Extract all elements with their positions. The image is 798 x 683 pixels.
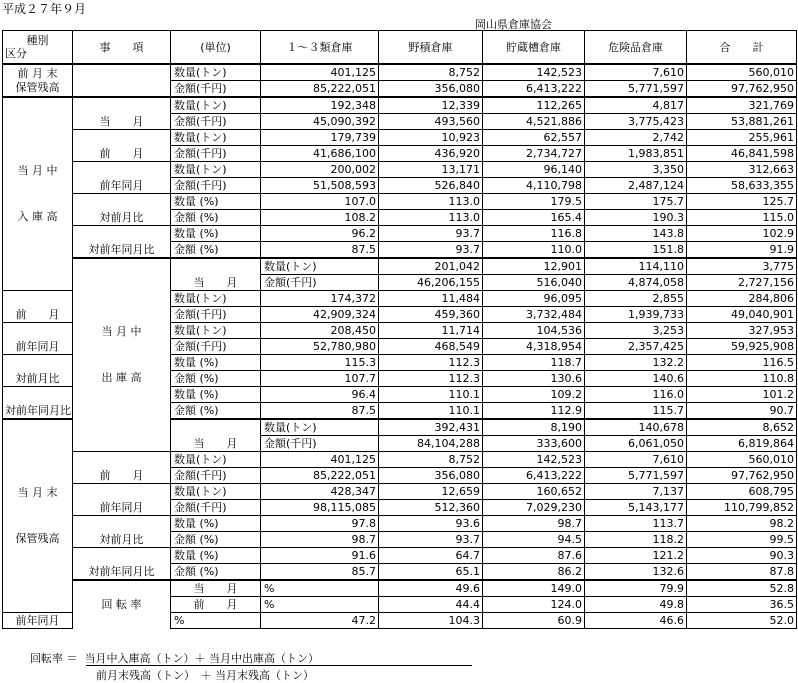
table-row: 金額(千円) 52,780,980 468,549 4,318,954 2,357,425 59,925,908 bbox=[3, 339, 797, 355]
table-row: 金額(千円) 85,222,051 356,080 6,413,222 5,771,597 97,762,950 bbox=[3, 81, 797, 98]
table-row: 金額(千円) 42,909,324 459,360 3,732,484 1,939,733 49,040,901 bbox=[3, 307, 797, 323]
table-row: 前 月 数量(トン) 179,739 10,923 62,557 2,742 255,961 bbox=[3, 130, 797, 146]
table-row: 金額 (%) 108.2 113.0 165.4 190.3 115.0 bbox=[3, 210, 797, 226]
table-row: 金額 (%) 87.5 110.1 112.9 115.7 90.7 bbox=[3, 403, 797, 420]
formula-denominator: 前月末残高（トン） ＋ 当月末残高（トン） bbox=[96, 669, 314, 682]
table-row: 前年同月 数量(トン) 200,002 13,171 96,140 3,350 312,663 bbox=[3, 162, 797, 178]
table-row: 対前年同月比 数量 (%) 96.4 110.1 109.2 116.0 101.2 bbox=[3, 387, 797, 403]
warehouse-statistics-table bbox=[2, 30, 797, 629]
header-row bbox=[3, 31, 797, 65]
formula-numerator: 回転率 ＝ 当月中入庫高（トン）＋ 当月中出庫高（トン） bbox=[30, 652, 319, 665]
table-row: 対前月比 数量 (%) 115.3 112.3 118.7 132.2 116.5 bbox=[3, 355, 797, 371]
table-row: 金額 (%) 107.7 112.3 130.6 140.6 110.8 bbox=[3, 371, 797, 387]
table-row: 金額 (%) 87.5 93.7 110.0 151.8 91.9 bbox=[3, 242, 797, 259]
header-col2: 野積倉庫 bbox=[379, 31, 483, 65]
table-row: 金額(千円) 45,090,392 493,560 4,521,886 3,775,423 53,881,261 bbox=[3, 114, 797, 130]
table-row: 金額 (%) 98.7 93.7 94.5 118.2 99.5 bbox=[3, 532, 797, 548]
organization-name: 岡山県倉庫協会 bbox=[475, 18, 552, 31]
table-row: 金額(千円) 85,222,051 356,080 6,413,222 5,771,597 97,762,950 bbox=[3, 468, 797, 484]
section-month-end: 当 月 末 保管残高 bbox=[3, 419, 73, 613]
section-rotation: 回 転 率 bbox=[73, 580, 171, 629]
table-row: 対前月比 数量 (%) 107.0 113.0 179.5 175.7 125.7 bbox=[3, 194, 797, 210]
section-incoming: 当 月 中 入 庫 高 bbox=[3, 97, 73, 291]
table-row: 前 月 末 保管残高 数量(トン) 401,125 8,752 142,523 7,610 560,010 bbox=[3, 64, 797, 81]
table-row: 前年同月 % 47.2 104.3 60.9 46.6 52.0 bbox=[3, 613, 797, 629]
table-row: 金額(千円) 41,686,100 436,920 2,734,727 1,983,851 46,841,598 bbox=[3, 146, 797, 162]
table-row: 前 月 % 44.4 124.0 49.8 36.5 bbox=[3, 597, 797, 613]
table-row: 金額(千円) 51,508,593 526,840 4,110,798 2,487,124 58,633,355 bbox=[3, 178, 797, 194]
table-row: 前年同月 数量(トン) 428,347 12,659 160,652 7,137 608,795 bbox=[3, 484, 797, 500]
header-unit: (単位) bbox=[171, 31, 261, 65]
section-outgoing: 当 月 中 出 庫 高 bbox=[73, 258, 171, 452]
table-row: 金額(千円) 46,206,155 516,040 4,874,058 2,727,156 bbox=[3, 275, 797, 291]
table-row: 当 月 中 出 庫 高 当 月 数量(トン) 201,042 12,901 114,110 3,775 bbox=[3, 258, 797, 275]
table-row: 前 月 数量(トン) 174,372 11,484 96,095 2,855 284,806 bbox=[3, 291, 797, 307]
table-row: 金額(千円) 98,115,085 512,360 7,029,230 5,143,177 110,799,852 bbox=[3, 500, 797, 516]
section-prev-end: 前 月 末 保管残高 bbox=[3, 64, 73, 97]
table-row: 当 月 中 入 庫 高 当 月 数量(トン) 192,348 12,339 112,265 4,817 321,769 bbox=[3, 97, 797, 114]
table-row: 金額 (%) 85.7 65.1 86.2 132.6 87.8 bbox=[3, 564, 797, 581]
header-kind: 種別 区分 bbox=[3, 31, 73, 65]
table-row: 対前年同月比 数量 (%) 91.6 64.7 87.6 121.2 90.3 bbox=[3, 548, 797, 564]
header-total: 合 計 bbox=[687, 31, 797, 65]
header-item: 事 項 bbox=[73, 31, 171, 65]
header-col1: １～３類倉庫 bbox=[261, 31, 379, 65]
table-row: 前年同月 数量(トン) 208,450 11,714 104,536 3,253 327,953 bbox=[3, 323, 797, 339]
header-col4: 危険品倉庫 bbox=[585, 31, 687, 65]
table-row: 回 転 率 当 月 % 49.6 149.0 79.9 52.8 bbox=[3, 580, 797, 597]
table-row: 対前年同月比 数量 (%) 96.2 93.7 116.8 143.8 102.9 bbox=[3, 226, 797, 242]
header-col3: 貯蔵槽倉庫 bbox=[483, 31, 585, 65]
formula-fraction-line bbox=[86, 665, 472, 666]
table-row: 対前月比 数量 (%) 97.8 93.6 98.7 113.7 98.2 bbox=[3, 516, 797, 532]
table-row: 前 月 数量(トン) 401,125 8,752 142,523 7,610 560,010 bbox=[3, 452, 797, 468]
table-row: 金額(千円) 84,104,288 333,600 6,061,050 6,819,864 bbox=[3, 436, 797, 452]
table-row: 当 月 末 保管残高 当 月 数量(トン) 392,431 8,190 140,678 8,652 bbox=[3, 419, 797, 436]
report-date: 平成２７年９月 bbox=[2, 2, 87, 16]
